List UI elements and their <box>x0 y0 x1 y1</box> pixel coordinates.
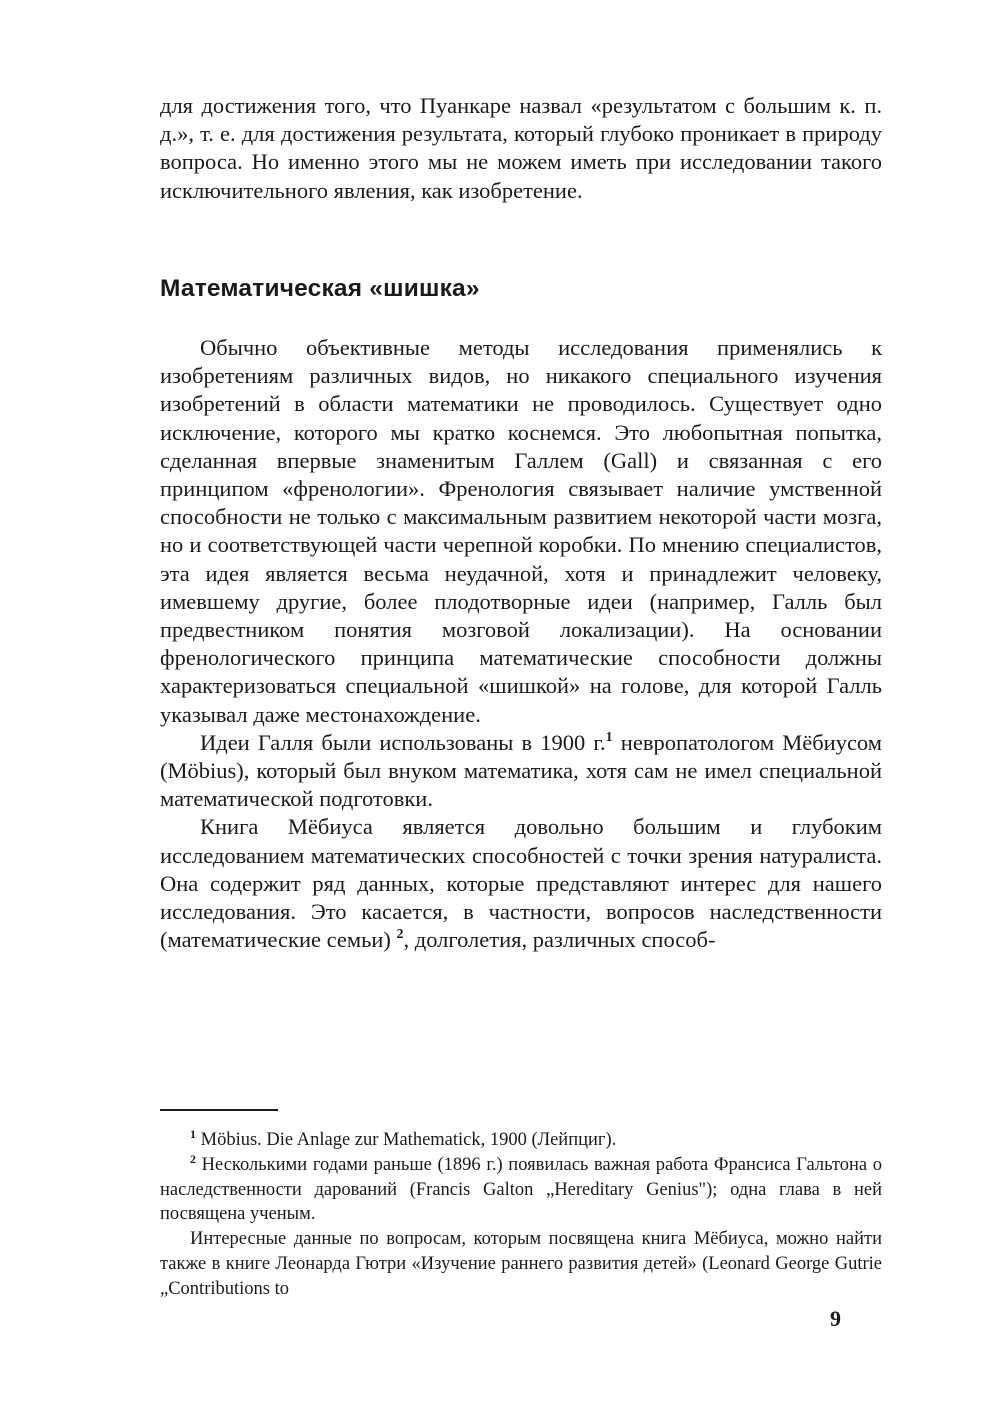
footnote-1 <box>160 1128 882 1153</box>
section-body <box>160 334 882 954</box>
section-title: Математическая «шишка» <box>160 275 480 302</box>
paragraph-mobius-book-text-b: , долголетия, различных способ- <box>403 927 716 953</box>
footnote-2-text: Несколькими годами раньше (1896 г.) появилась важная работа Франсиса Гальтона о наследственности дарований (Francis Galton „Hereditary Genius"); одна глава в ней посвящена ученым. <box>160 1154 882 1225</box>
footnote-ref-1[interactable]: 1 <box>605 729 613 745</box>
intro-paragraph-block <box>160 92 882 205</box>
paragraph-mobius-book-text-a: Книга Мёбиуса является довольно большим и глубоким исследованием математических способностей с точки зрения натуралиста. Она содержит ряд данных, которые представляют интерес для нашего исследования. Это касается, в частности, вопросов наследственности (математические семьи) <box>160 814 882 953</box>
paragraph-mobius-book <box>160 813 882 954</box>
paragraph-mobius <box>160 729 882 814</box>
paragraph-mobius-text-b: невропатологом Мёбиусом (Möbius), который был внуком математика, хотя сам не имел специальной математической подготовки. <box>160 729 882 812</box>
paragraph-gall-phrenology: Обычно объективные методы исследования применялись к изобретениям различных видов, но никакого специального изучения изобретений в области математики не проводилось. Существует одно исключение, которого мы кратко коснемся. Это любопытная попытка, сделанная впервые знаменитым Галлем (Gall) и связанная с его принципом «френологии». Френология связывает наличие умственной способности не только с максимальным развитием некоторой части мозга, но и соответствующей части черепной коробки. По мнению специалистов, эта идея является весьма неудачной, хотя и принадлежит человеку, имевшему другие, более плодотворные идеи (например, Галль был предвестником понятия мозговой локализации). На основании френологического принципа математические способности должны характеризоваться специальной «шишкой» на голове, для которой Галль указывал даже местонахождение. <box>160 335 882 727</box>
footnote-divider <box>160 1109 278 1111</box>
footnote-1-mark: 1 <box>190 1127 196 1141</box>
footnote-2-mark: 2 <box>190 1151 196 1166</box>
intro-paragraph: для достижения того, что Пуанкаре назвал «результатом с большим к. п. д.», т. е. для достижения результата, который глубоко проникает в природу вопроса. Но именно этого мы не можем иметь при исследовании такого исключительного явления, как изобретение. <box>160 93 882 203</box>
footnotes <box>160 1128 882 1302</box>
footnote-2 <box>160 1153 882 1227</box>
footnote-2-continued: Интересные данные по вопросам, которым посвящена книга Мёбиуса, можно найти также в книге Леонарда Гютри «Изучение раннего развития детей» (Leonard George Gutrie „Contributions to <box>160 1229 882 1299</box>
footnote-ref-2[interactable]: 2 <box>396 927 404 943</box>
page-number: 9 <box>830 1306 841 1331</box>
paragraph-mobius-text-a: Идеи Галля были использованы в 1900 г. <box>200 729 606 755</box>
footnote-1-text: Möbius. Die Anlage zur Mathematick, 1900 (Лейпциг). <box>196 1130 617 1150</box>
